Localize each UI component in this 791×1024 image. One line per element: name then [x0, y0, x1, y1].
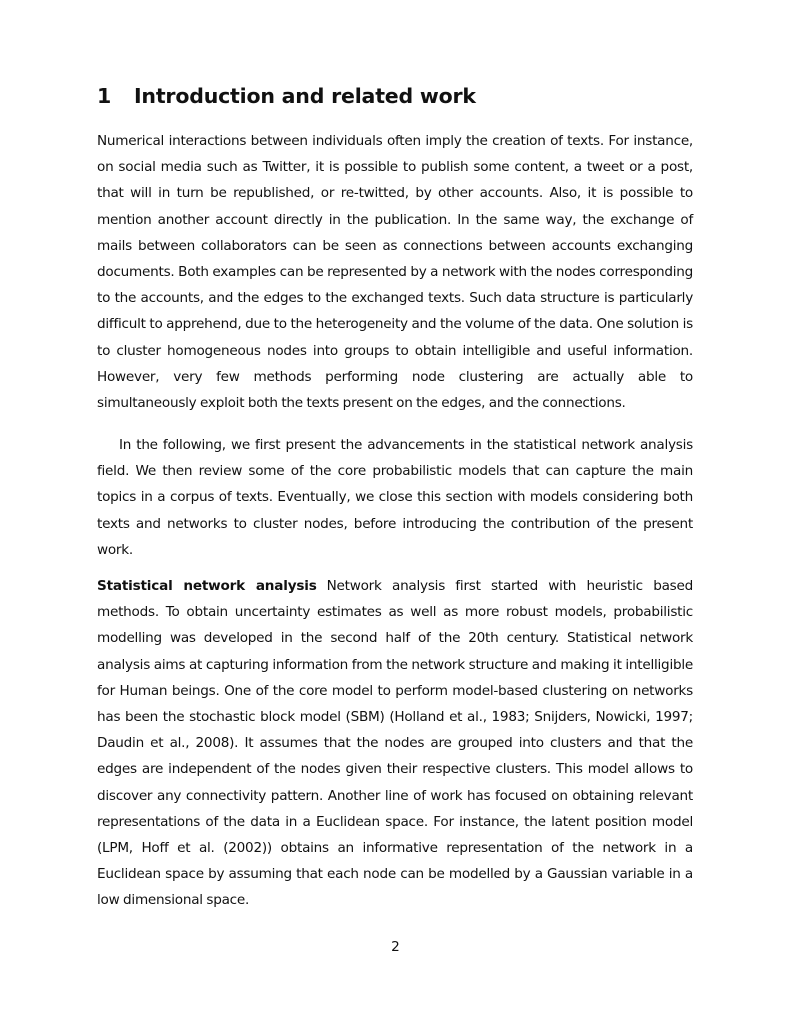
- overview-paragraph: In the following, we first present the advancements in the statistical network analysis field. We then review some of the core probabilistic models that can capture the main topics in a corpus of texts. Eventually, we close this section with models considering both texts and networks to cluster nodes, before introducing the contribution of the present work.: [97, 437, 693, 558]
- page-number: 2: [391, 939, 400, 955]
- intro-paragraph: Numerical interactions between individuals often imply the creation of texts. For instance, on social media such as Twitter, it is possible to publish some content, a tweet or a post, that will in turn be republished, or re-twitted, by other accounts. Also, it is possible to mention another account directly in the publication. In the same way, the exchange of mails between collaborators can be seen as connections between accounts exchanging documents. Both examples can be represented by a network with the nodes corresponding to the accounts, and the edges to the exchanged texts. Such data structure is particularly difficult to apprehend, due to the heterogeneity and the volume of the data. One solution is to cluster homogeneous nodes into groups to obtain intelligible and useful information. However, very few methods performing node clustering are actually able to simultaneously exploit both the texts present on the edges, and the connections.: [97, 133, 693, 412]
- section-title: Introduction and related work: [134, 84, 476, 108]
- section-heading: [97, 82, 476, 110]
- paragraph-heading: Statistical network analysis: [97, 578, 317, 594]
- paragraph-body: Network analysis first started with heuristic based methods. To obtain uncertainty estimates as well as more robust models, probabilistic modelling was developed in the second half of the 20th century. Statistical network analysis aims at capturing information from the network structure and making it intelligible for Human beings. One of the core model to perform model-based clustering on networks has been the stochastic block model (SBM) (Holland et al., 1983; Snijders, Nowicki, 1997; Daudin et al., 2008). It assumes that the nodes are grouped into clusters and that the edges are independent of the nodes given their respective clusters. This model allows to discover any connectivity pattern. Another line of work has focused on obtaining relevant representations of the data in a Euclidean space. For instance, the latent position model (LPM, Hoff et al. (2002)) obtains an informative representation of the network in a Euclidean space by assuming that each node can be modelled by a Gaussian variable in a low dimensional space.: [97, 578, 693, 909]
- section-number: 1: [97, 84, 112, 108]
- statistical-network-analysis-paragraph: [97, 573, 693, 914]
